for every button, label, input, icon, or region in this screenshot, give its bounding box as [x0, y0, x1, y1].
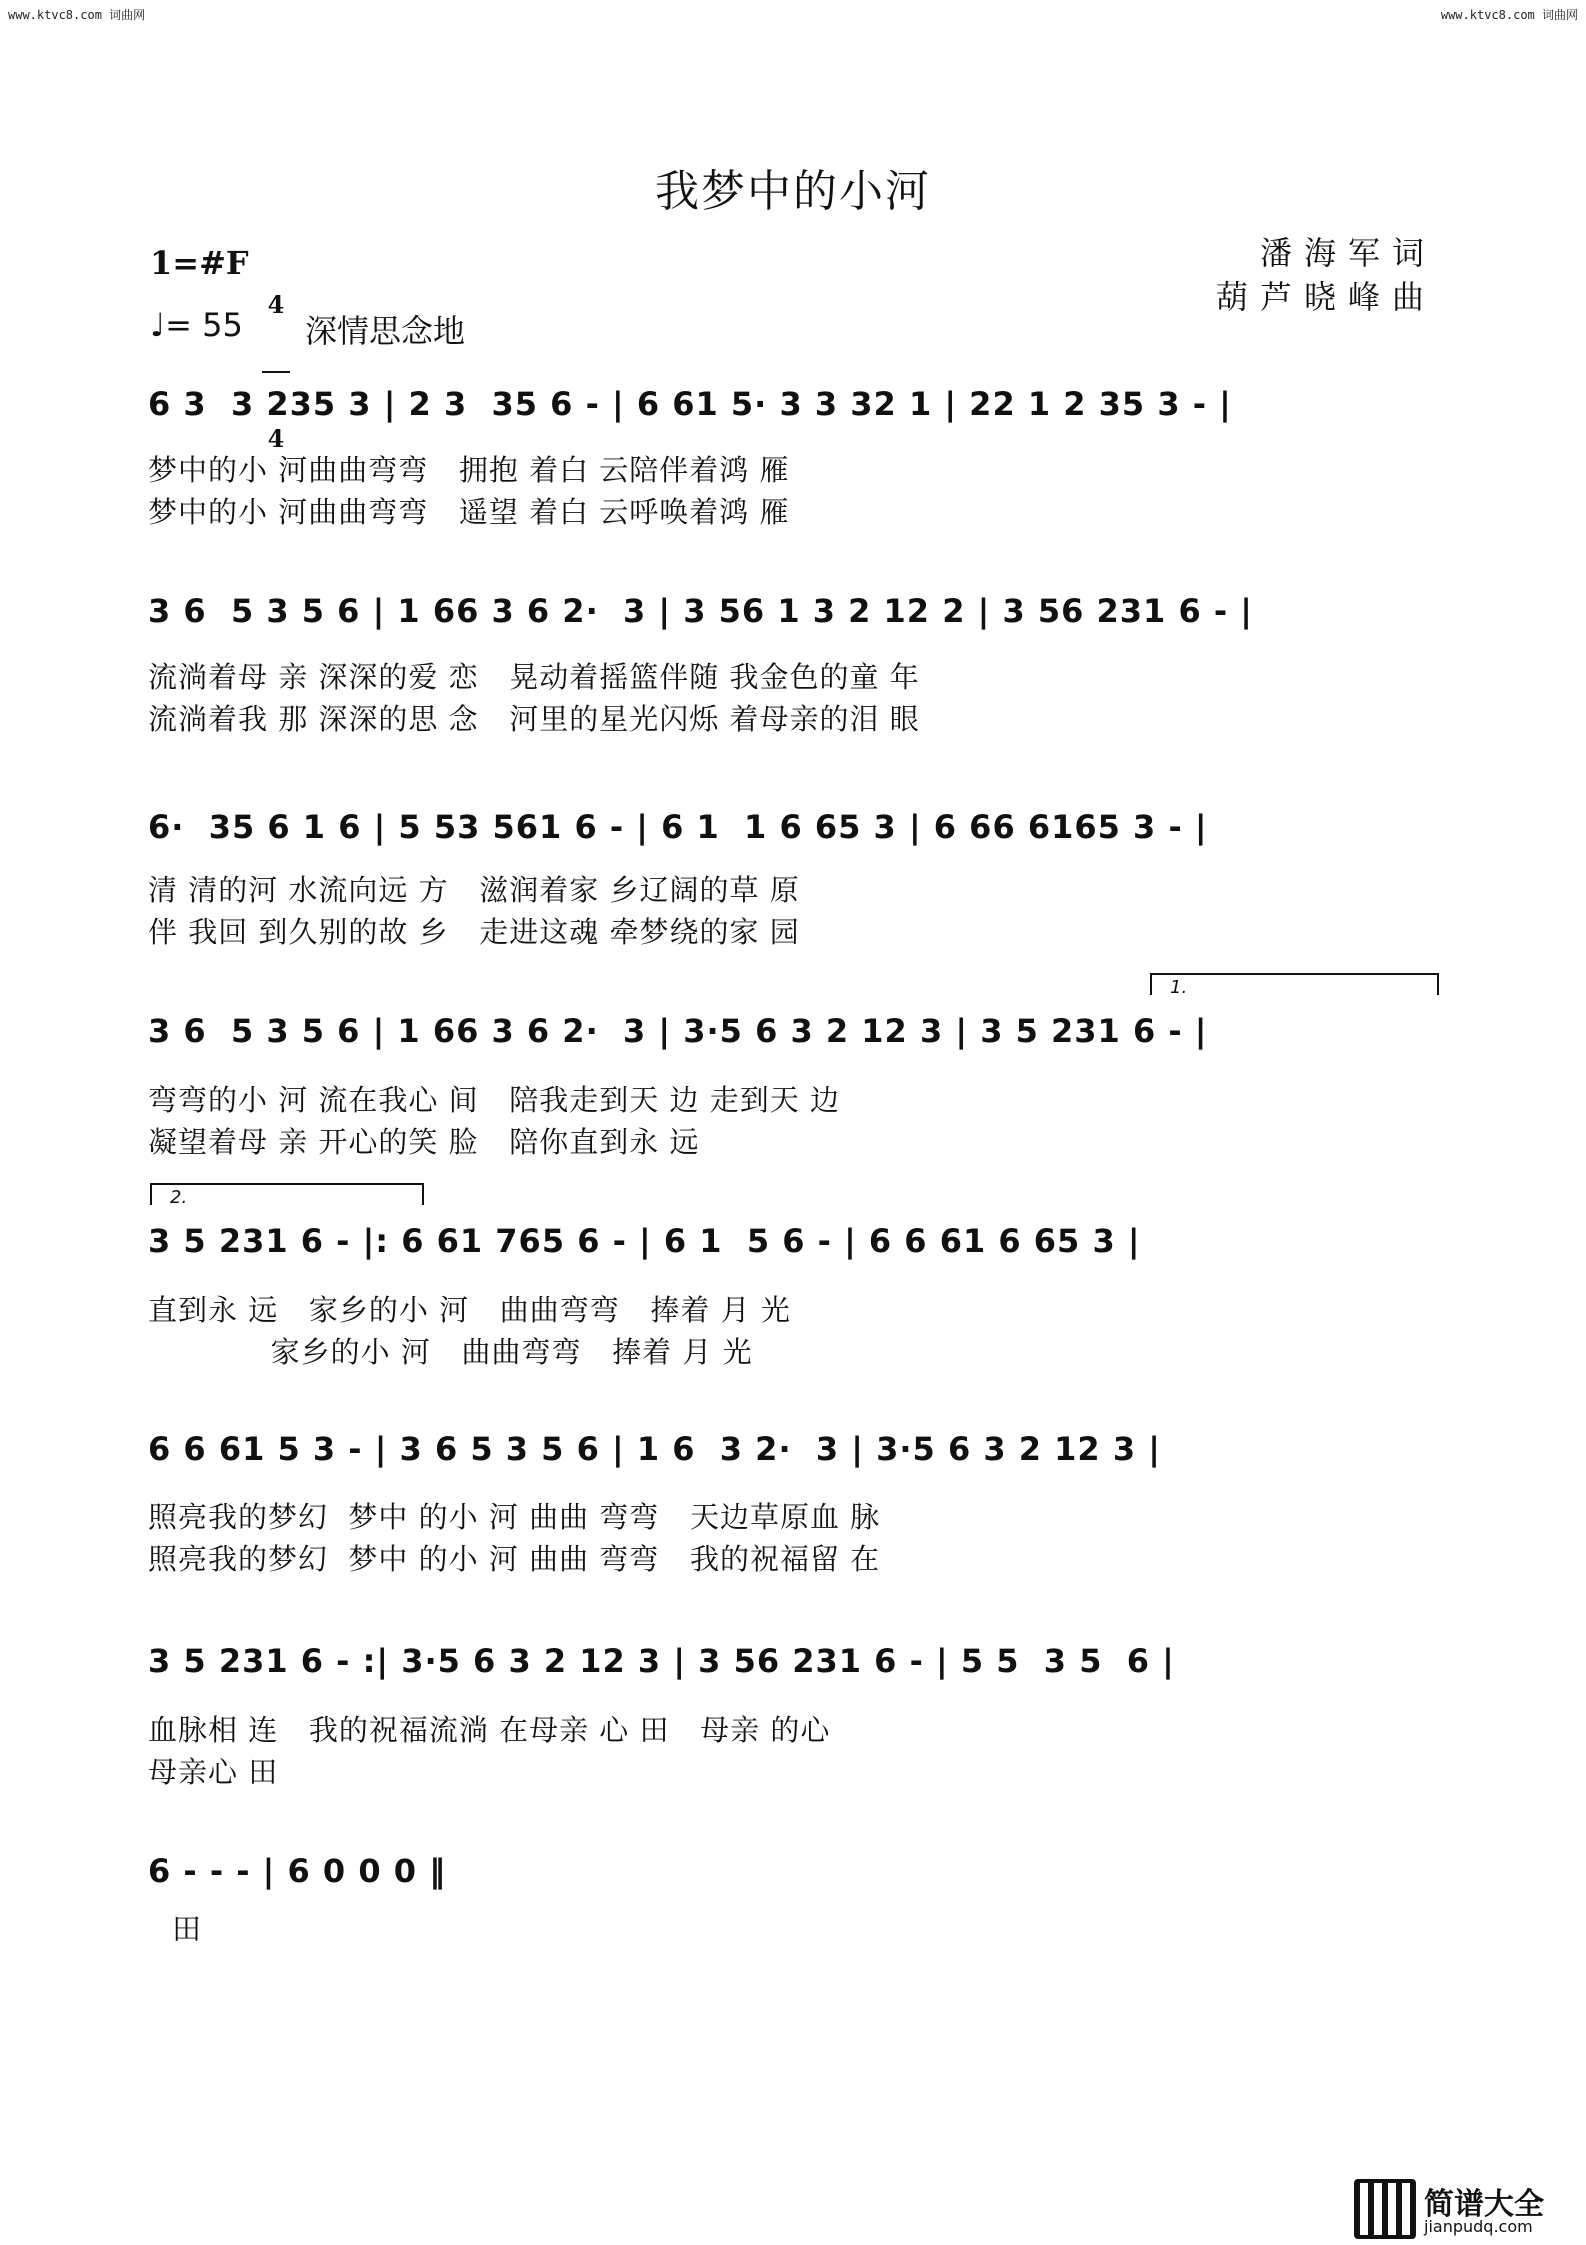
logo-url: jianpudq.com	[1424, 2217, 1533, 2236]
lyric-line-5-verse-2: 家乡的小 河 曲曲弯弯 捧着 月 光	[148, 1335, 753, 1369]
volta-second-label: 2.	[170, 1187, 188, 1208]
site-watermark-left: www.ktvc8.com 词曲网	[8, 8, 146, 22]
lyric-line-8-verse-1: 田	[172, 1912, 203, 1946]
notation-line-4: 3 6 5 3 5 6 | 1 66 3 6 2· 3 | 3·5 6 3 2 12 3 | 3 5 231 6 - |	[148, 1012, 1208, 1050]
lyric-line-3-verse-1: 清 清的河 水流向远 方 滋润着家 乡辽阔的草 原	[148, 873, 800, 907]
time-signature-bottom: 4	[267, 424, 285, 453]
tempo-marking: ♩= 55	[150, 306, 243, 344]
song-title: 我梦中的小河	[655, 166, 931, 217]
lyric-line-3-verse-2: 伴 我回 到久别的故 乡 走进这魂 牵梦绕的家 园	[148, 915, 800, 949]
lyric-line-6-verse-1: 照亮我的梦幻 梦中 的小 河 曲曲 弯弯 天边草原血 脉	[148, 1500, 881, 1534]
lyric-line-4-verse-1: 弯弯的小 河 流在我心 间 陪我走到天 边 走到天 边	[148, 1083, 840, 1117]
lyric-line-6-verse-2: 照亮我的梦幻 梦中 的小 河 曲曲 弯弯 我的祝福留 在	[148, 1542, 881, 1576]
lyricist-credit: 潘海军词	[1259, 234, 1436, 272]
volta-bracket-first	[1150, 973, 1439, 998]
lyric-line-2-verse-2: 流淌着我 那 深深的思 念 河里的星光闪烁 着母亲的泪 眼	[148, 702, 920, 736]
time-signature-top: 4	[267, 290, 285, 319]
lyric-line-2-verse-1: 流淌着母 亲 深深的爱 恋 晃动着摇篮伴随 我金色的童 年	[148, 660, 920, 694]
site-watermark-right: www.ktvc8.com 词曲网	[1440, 8, 1578, 22]
lyric-line-7-verse-2: 母亲心 田	[148, 1755, 279, 1789]
expression-marking: 深情思念地	[305, 312, 466, 350]
time-signature	[262, 240, 290, 478]
lyric-line-7-verse-1: 血脉相 连 我的祝福流淌 在母亲 心 田 母亲 的心	[148, 1713, 831, 1747]
notation-line-5: 3 5 231 6 - |: 6 61 765 6 - | 6 1 5 6 - | 6 6 61 6 65 3 |	[148, 1222, 1141, 1260]
key-signature: 1=#F	[150, 244, 249, 282]
jianpu-logo	[1354, 2179, 1580, 2239]
lyric-line-5-verse-1: 直到永 远 家乡的小 河 曲曲弯弯 捧着 月 光	[148, 1293, 791, 1327]
lyric-line-4-verse-2: 凝望着母 亲 开心的笑 脸 陪你直到永 远	[148, 1125, 700, 1159]
volta-first-label: 1.	[1170, 977, 1188, 998]
logo-text: 简谱大全	[1424, 2187, 1544, 2222]
lyric-line-1-verse-2: 梦中的小 河曲曲弯弯 遥望 着白 云呼唤着鸿 雁	[148, 495, 790, 529]
volta-bracket-second	[150, 1183, 424, 1208]
notation-line-6: 6 6 61 5 3 - | 3 6 5 3 5 6 | 1 6 3 2· 3 | 3·5 6 3 2 12 3 |	[148, 1430, 1161, 1468]
piano-keys-icon	[1354, 2179, 1416, 2239]
notation-line-2: 3 6 5 3 5 6 | 1 66 3 6 2· 3 | 3 56 1 3 2 12 2 | 3 56 231 6 - |	[148, 592, 1253, 630]
notation-line-3: 6· 35 6 1 6 | 5 53 561 6 - | 6 1 1 6 65 3 | 6 66 6165 3 - |	[148, 808, 1208, 846]
lyric-line-1-verse-1: 梦中的小 河曲曲弯弯 拥抱 着白 云陪伴着鸿 雁	[148, 453, 790, 487]
notation-line-1: 6 3 3 235 3 | 2 3 35 6 - | 6 61 5· 3 3 32 1 | 22 1 2 35 3 - |	[148, 385, 1232, 423]
notation-line-7: 3 5 231 6 - :| 3·5 6 3 2 12 3 | 3 56 231 6 - | 5 5 3 5 6 |	[148, 1642, 1175, 1680]
notation-line-8: 6 - - - | 6 0 0 0 ‖	[148, 1852, 447, 1890]
composer-credit: 葫芦晓峰曲	[1215, 278, 1436, 316]
